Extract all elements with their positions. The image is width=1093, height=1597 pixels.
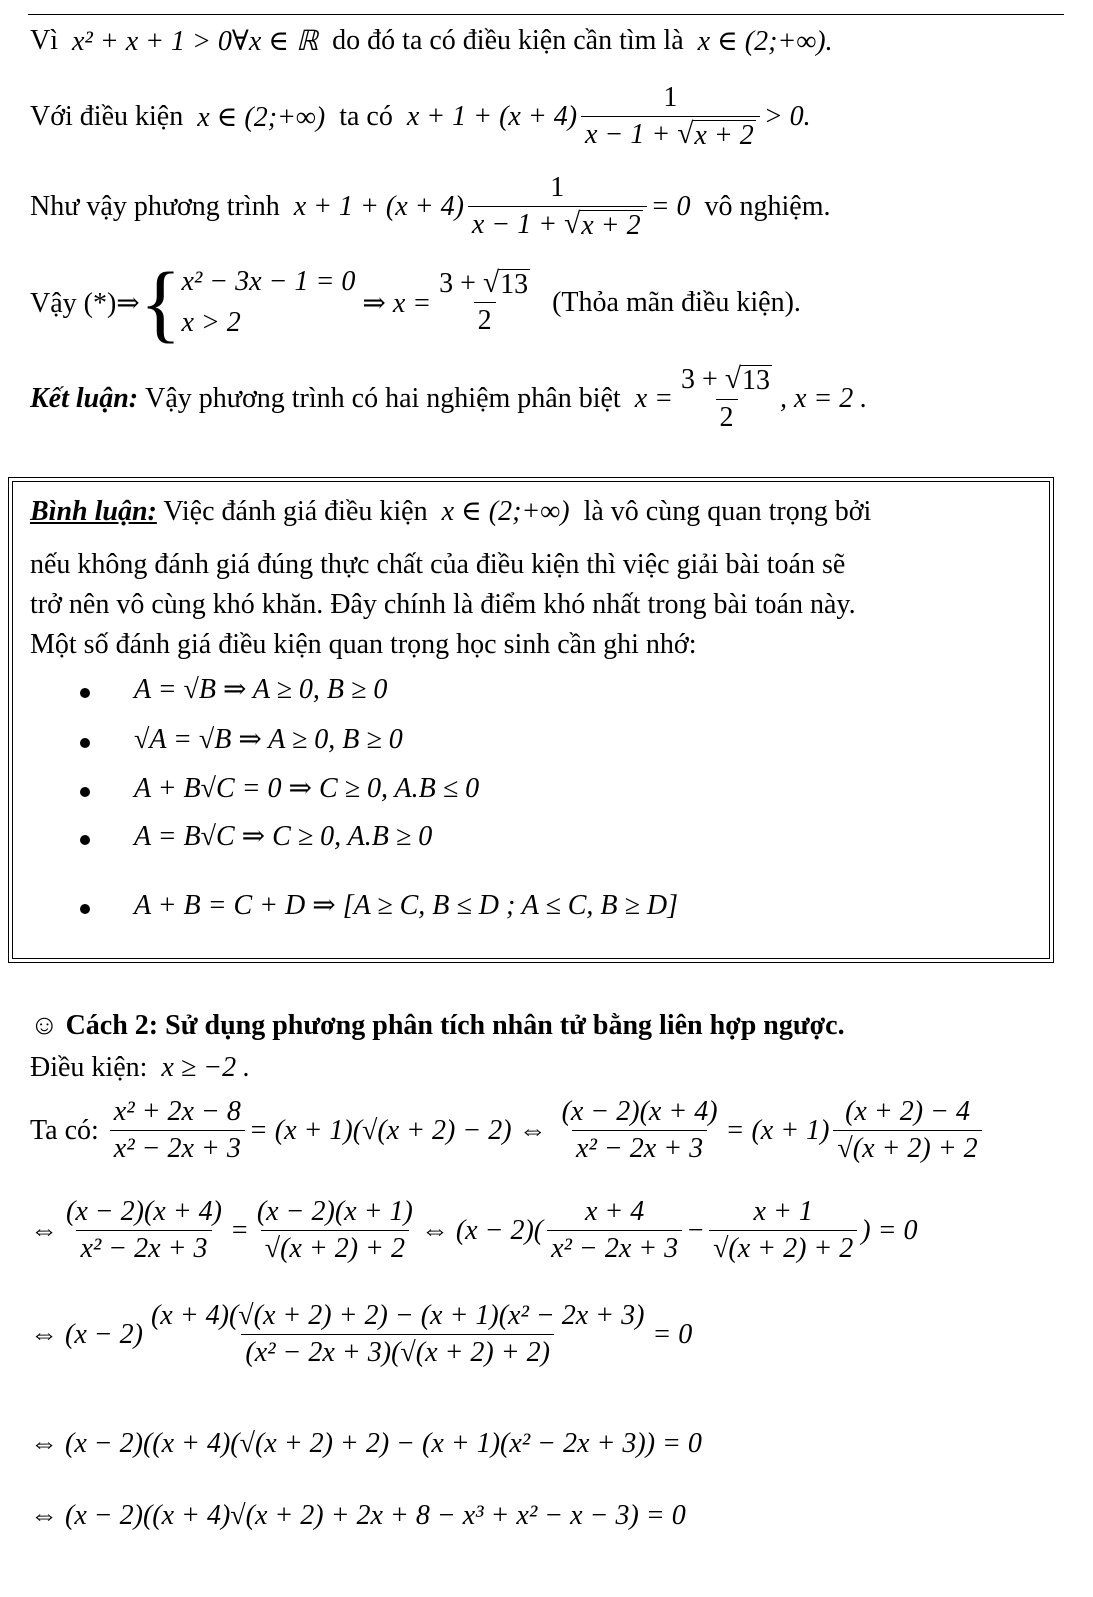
- sqrt: √ x + 2: [677, 118, 754, 152]
- fraction: [110, 1096, 245, 1165]
- comment-line-2: nếu không đánh giá đúng thực chất của điều kiện thì việc giải bài toán sẽ: [30, 549, 846, 580]
- fraction: [581, 82, 760, 152]
- comment-line-4: Một số đánh giá điều kiện quan trọng học sinh cần ghi nhớ:: [30, 629, 697, 660]
- comment-label: Bình luận:: [30, 496, 157, 527]
- equation-5: ⇔ (x − 2)((x + 4)√(x + 2) + 2x + 8 − x³ + x² − x − 3) = 0: [30, 1500, 686, 1531]
- ta-co-label: Ta có:: [30, 1114, 99, 1146]
- bullet-icon: [80, 787, 90, 797]
- fraction-numerator: (x − 2)(x + 4): [66, 1196, 222, 1227]
- condition-item: A = √B ⇒ A ≥ 0, B ≥ 0: [134, 674, 388, 705]
- text-vay: Vậy (*)⇒: [30, 287, 140, 319]
- fraction-denominator: 2: [716, 399, 738, 434]
- fraction-numerator: x² + 2x − 8: [113, 1096, 241, 1127]
- line-domain: [30, 1052, 250, 1084]
- math-mid: =: [229, 1214, 249, 1246]
- fraction-numerator: 3 +: [439, 267, 476, 299]
- text-voi-dieu-kien: Với điều kiện: [30, 100, 184, 132]
- math-minus: −: [686, 1214, 706, 1246]
- math-lhs: x =: [634, 382, 674, 414]
- fraction-numerator: (x + 2) − 4: [845, 1096, 970, 1127]
- math-interval: x ∈ (2;+∞).: [697, 26, 833, 57]
- method-2-title: ☺ Cách 2: Sử dụng phương phân tích nhân tử bằng liên hợp ngược.: [30, 1010, 845, 1041]
- system-row-2: x > 2: [181, 306, 241, 338]
- line-condition-positive: [30, 82, 811, 152]
- fraction: [435, 268, 534, 338]
- equation-4: ⇔ (x − 2)((x + 4)(√(x + 2) + 2) − (x + 1)(x² − 2x + 3)) = 0: [30, 1428, 702, 1459]
- fraction-numerator: 1: [663, 82, 678, 113]
- line-conclusion: [30, 364, 867, 434]
- bullet-icon: [80, 688, 90, 698]
- fraction: [709, 1196, 857, 1265]
- fraction-numerator: 1: [550, 172, 565, 203]
- condition-item: A + B = C + D ⇒ [A ≥ C, B ≤ D ; A ≤ C, B ≥ D]: [134, 890, 679, 921]
- math-rhs: = 0: [650, 190, 691, 222]
- math-lhs: x + 1 + (x + 4): [406, 100, 578, 132]
- math-lhs: x + 1 + (x + 4): [293, 190, 464, 222]
- text-vi: Vì: [30, 25, 58, 56]
- system-row-1: x² − 3x − 1 = 0: [181, 266, 356, 297]
- fraction: [547, 1196, 682, 1265]
- math-pre: ⇔: [30, 1214, 58, 1246]
- fraction: [833, 1096, 981, 1165]
- fraction-numerator: 3 +: [681, 364, 718, 395]
- fraction: [468, 172, 647, 242]
- fraction-numerator: (x + 4)(√(x + 2) + 2) − (x + 1)(x² − 2x + 3): [150, 1300, 645, 1331]
- fraction-denominator: x² − 2x + 3: [572, 1130, 707, 1165]
- line-system: [30, 254, 801, 351]
- equation-1: [30, 1096, 986, 1165]
- comment-line-1: [30, 492, 1034, 532]
- equation-2: [30, 1196, 918, 1265]
- bullet-icon: [80, 835, 90, 845]
- text-vo-nghiem: vô nghiệm.: [704, 190, 831, 222]
- comment-text-a: Việc đánh giá điều kiện: [163, 496, 428, 527]
- fraction: [147, 1300, 648, 1369]
- condition-item: A = B√C ⇒ C ≥ 0, A.B ≥ 0: [134, 821, 433, 852]
- math-pre: ⇔ (x − 2): [30, 1318, 143, 1350]
- text-thoa-man: (Thỏa mãn điều kiện).: [552, 286, 801, 318]
- math-post: = 0: [652, 1318, 693, 1350]
- fraction: [62, 1196, 226, 1265]
- math-inequality: x² + x + 1 > 0∀x ∈ ℝ: [72, 26, 319, 57]
- fraction-denominator: x − 1 +: [471, 209, 558, 241]
- fraction-denominator: x² − 2x + 3: [76, 1230, 211, 1265]
- math-mid: ⇔ (x − 2)(: [420, 1214, 544, 1246]
- fraction-denominator: (x² − 2x + 3)(√(x + 2) + 2): [241, 1334, 554, 1369]
- text-condition: do đó ta có điều kiện cần tìm là: [332, 25, 684, 56]
- comment-text-b: là vô cùng quan trọng bởi: [583, 496, 872, 527]
- comment-line-3: trở nên vô cùng khó khăn. Đây chính là điểm khó nhất trong bài toán này.: [30, 589, 856, 620]
- sqrt: √ 13: [724, 363, 770, 396]
- math-post: ) = 0: [861, 1214, 918, 1246]
- top-rule: [28, 14, 1064, 15]
- fraction-denominator: √(x + 2) + 2: [833, 1130, 981, 1165]
- math-mid: = (x + 1)(√(x + 2) − 2) ⇔: [248, 1114, 547, 1146]
- fraction-numerator: (x − 2)(x + 1): [256, 1196, 413, 1227]
- condition-item: √A = √B ⇒ A ≥ 0, B ≥ 0: [134, 724, 403, 755]
- comment-math: x ∈ (2;+∞): [441, 496, 570, 527]
- condition-label: Điều kiện:: [30, 1052, 148, 1083]
- condition-math: x ≥ −2 .: [161, 1052, 251, 1083]
- conclusion-label: Kết luận:: [30, 382, 139, 414]
- equation-system: { x² − 3x − 1 = 0 x > 2: [139, 254, 356, 351]
- condition-item: A + B√C = 0 ⇒ C ≥ 0, A.B ≤ 0: [134, 773, 480, 804]
- fraction-numerator: (x − 2)(x + 4): [561, 1096, 718, 1127]
- fraction-denominator: x² − 2x + 3: [547, 1230, 682, 1265]
- math-interval: x ∈ (2;+∞): [197, 101, 326, 133]
- sqrt: √ 13: [482, 266, 529, 300]
- math-rhs: , x = 2 .: [779, 382, 868, 414]
- line-no-solution: [30, 172, 830, 242]
- bullet-icon: [80, 904, 90, 914]
- fraction-denominator: √(x + 2) + 2: [709, 1230, 857, 1265]
- line-condition-intro: [30, 24, 833, 58]
- text-nhu-vay: Như vậy phương trình: [30, 190, 280, 222]
- math-implies: ⇒ x =: [362, 287, 432, 319]
- equation-3: [30, 1300, 692, 1369]
- fraction-denominator: x² − 2x + 3: [110, 1130, 245, 1165]
- bullet-icon: [80, 738, 90, 748]
- math-mid: = (x + 1): [725, 1114, 830, 1146]
- text-conclusion: Vậy phương trình có hai nghiệm phân biệt: [145, 382, 621, 414]
- sqrt: √ x + 2: [564, 208, 641, 242]
- fraction: [677, 364, 776, 434]
- text-ta-co: ta có: [339, 100, 393, 132]
- fraction-numerator: x + 4: [584, 1196, 645, 1227]
- fraction: [253, 1196, 417, 1265]
- math-rhs: > 0.: [763, 100, 811, 132]
- fraction: [558, 1096, 722, 1165]
- fraction-denominator: 2: [474, 302, 496, 337]
- fraction-denominator: x − 1 +: [585, 119, 671, 151]
- fraction-numerator: x + 1: [753, 1196, 813, 1227]
- fraction-denominator: √(x + 2) + 2: [261, 1230, 409, 1265]
